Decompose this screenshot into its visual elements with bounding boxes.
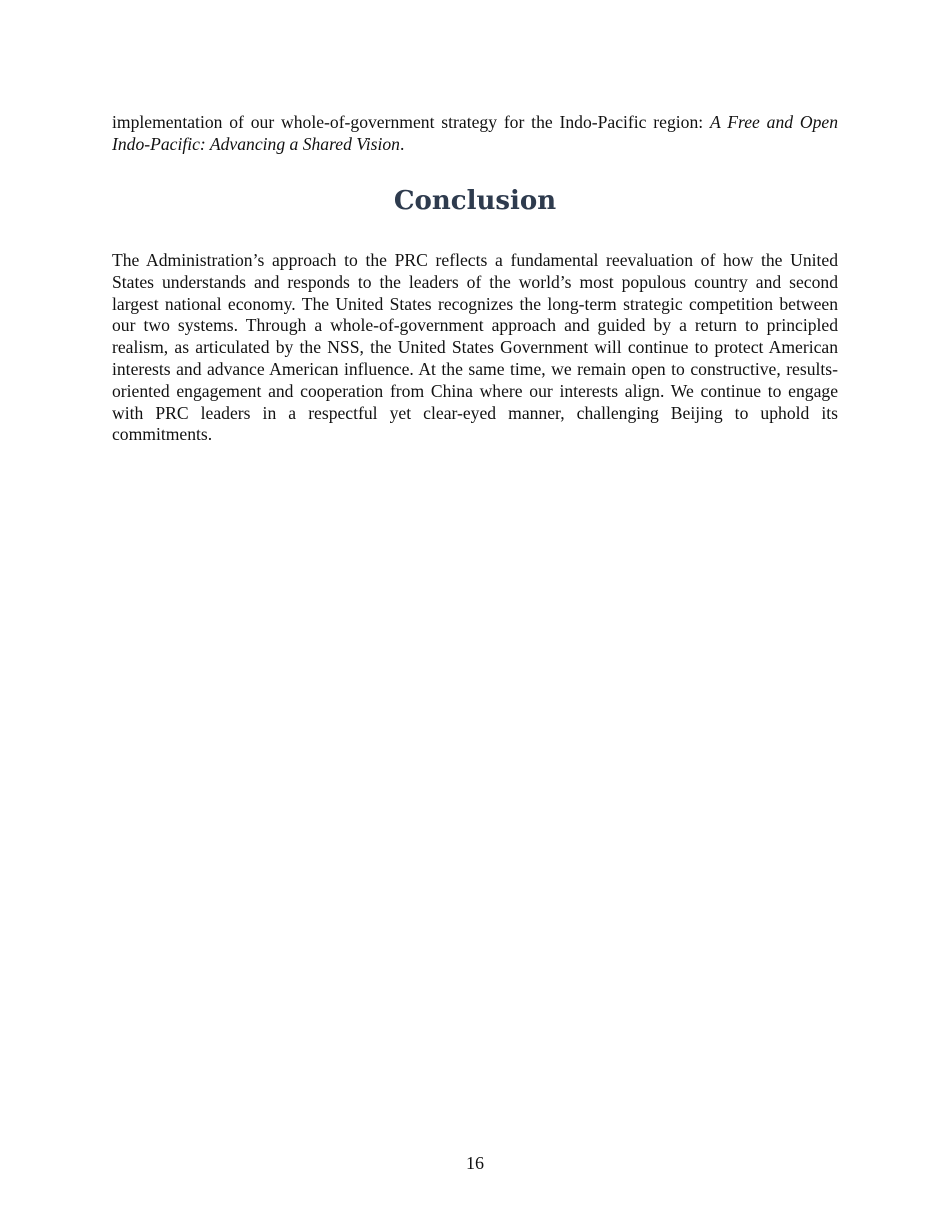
intro-text: implementation of our whole-of-government strategy for the Indo-Pacific region: [112,112,704,132]
conclusion-paragraph: The Administration’s approach to the PRC reflects a fundamental reevaluation of how the United States understands and responds to the leaders of the world’s most populous country and second largest national economy. The United States recognizes the long-term strategic competition between our two systems. Through a whole-of-government approach and guided by a return to principled realism, as articulated by the NSS, the United States Government will continue to protect American interests and advance American influence. At the same time, we remain open to constructive, results-oriented engagement and cooperation from China where our interests align. We continue to engage with PRC leaders in a respectful yet clear-eyed manner, challenging Beijing to uphold its commitments. [112,250,838,445]
intro-period: . [399,133,405,154]
intro-italic-title: A Free and Open Indo-Pacific: Advancing a Shared Vision [112,112,838,154]
intro-paragraph [112,112,838,156]
section-heading: Conclusion [393,186,557,216]
page-number: 16 [466,1153,484,1173]
